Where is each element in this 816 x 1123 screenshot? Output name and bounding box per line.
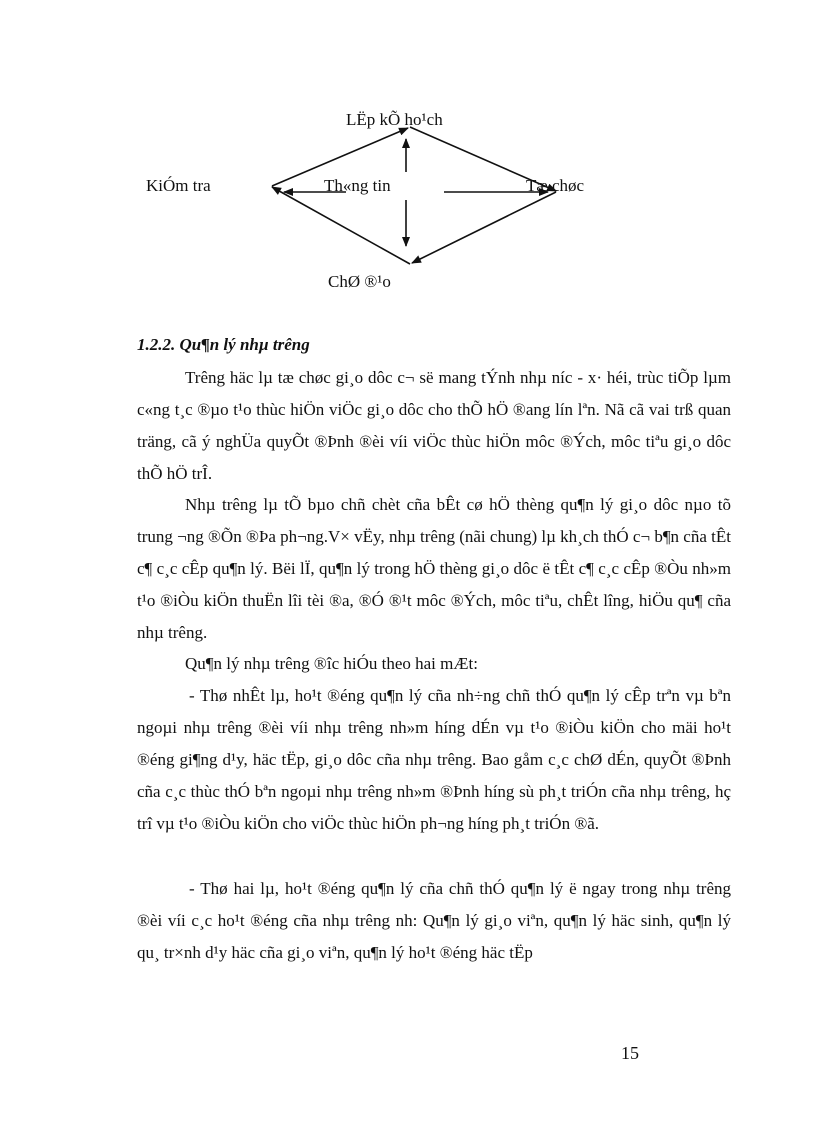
diagram-label-bottom: ChØ ®¹o xyxy=(328,272,391,291)
arrow-chi-dao-to-kiem-tra xyxy=(272,187,410,264)
page-number: 15 xyxy=(621,1043,639,1063)
management-cycle-diagram xyxy=(0,0,816,310)
paragraph-5: - Thø hai lµ, ho¹t ®éng qu¶n lý cña chñ thÓ qu¶n lý ë ngay trong nhµ trêng ®èi víi c¸c ho¹t ®éng cña nhµ trêng nh: Qu¶n lý gi¸o viªn, qu¶n lý häc sinh, qu¶n lý qu¸ tr×nh d¹y häc cña gi¸o viªn, qu¶n lý ho¹t ®éng häc tËp xyxy=(137,879,731,962)
paragraph-1: Trêng häc lµ tæ chøc gi¸o dôc c¬ së mang tÝnh nhµ níc - x· héi, trùc tiÕp lµm c«ng t¸c ®µo t¹o thùc hiÖn viÖc gi¸o dôc cho thÕ hÖ ®ang lín lªn. Nã cã vai trß quan träng, cã ý nghÜa quyÕt ®Þnh ®èi víi viÖc thùc hiÖn môc ®Ých, môc tiªu gi¸o dôc thÕ hÖ trÎ. xyxy=(137,368,731,483)
diagram-label-top: LËp kÕ ho¹ch xyxy=(346,110,443,129)
paragraph-4: - Thø nhÊt lµ, ho¹t ®éng qu¶n lý cña nh÷ng chñ thÓ qu¶n lý cÊp trªn vµ bªn ngoµi nhµ trêng ®èi víi nhµ trêng nh»m híng dÉn vµ t¹o ®iÒu kiÖn cho mäi ho¹t ®éng gi¶ng d¹y, häc tËp, gi¸o dôc cña nhµ trêng. Bao gåm c¸c chØ dÉn, quyÕt ®Þnh cña c¸c thùc thÓ bªn ngoµi nhµ trêng nh»m ®Þnh híng sù ph¸t triÓn cña nhµ trêng, hç trî vµ t¹o ®iÒu kiÖn cho viÖc thùc hiÖn ph¬ng híng ph¸t triÓn ®ã. xyxy=(137,686,731,833)
paragraph-2: Nhµ trêng lµ tÕ bµo chñ chèt cña bÊt cø hÖ thèng qu¶n lý gi¸o dôc nµo tõ trung ¬ng ®Õn ®Þa ph¬ng.V× vËy, nhµ trêng (nãi chung) lµ kh¸ch thÓ c¬ b¶n cña tÊt c¶ c¸c cÊp qu¶n lý. Bëi lÏ, qu¶n lý trong hÖ thèng gi¸o dôc ë tÊt c¶ c¸c cÊp ®Òu nh»m t¹o ®iÒu kiÖn thuËn lîi tèi ®a, ®Ó ®¹t môc ®Ých, môc tiªu, chÊt lîng, hiÖu qu¶ cña nhµ trêng. xyxy=(137,495,731,642)
section-heading: 1.2.2. Qu¶n lý nhµ trêng xyxy=(137,335,310,354)
arrow-to-chuc-to-chi-dao xyxy=(412,192,556,263)
diagram-arrows xyxy=(0,0,816,310)
diagram-label-right: Tæ chøc xyxy=(526,176,585,195)
diagram-label-center: Th«ng tin xyxy=(324,176,391,195)
diagram-label-left: KiÓm tra xyxy=(146,176,211,195)
paragraph-3: Qu¶n lý nhµ trêng ®îc hiÓu theo hai mÆt: xyxy=(185,654,478,673)
